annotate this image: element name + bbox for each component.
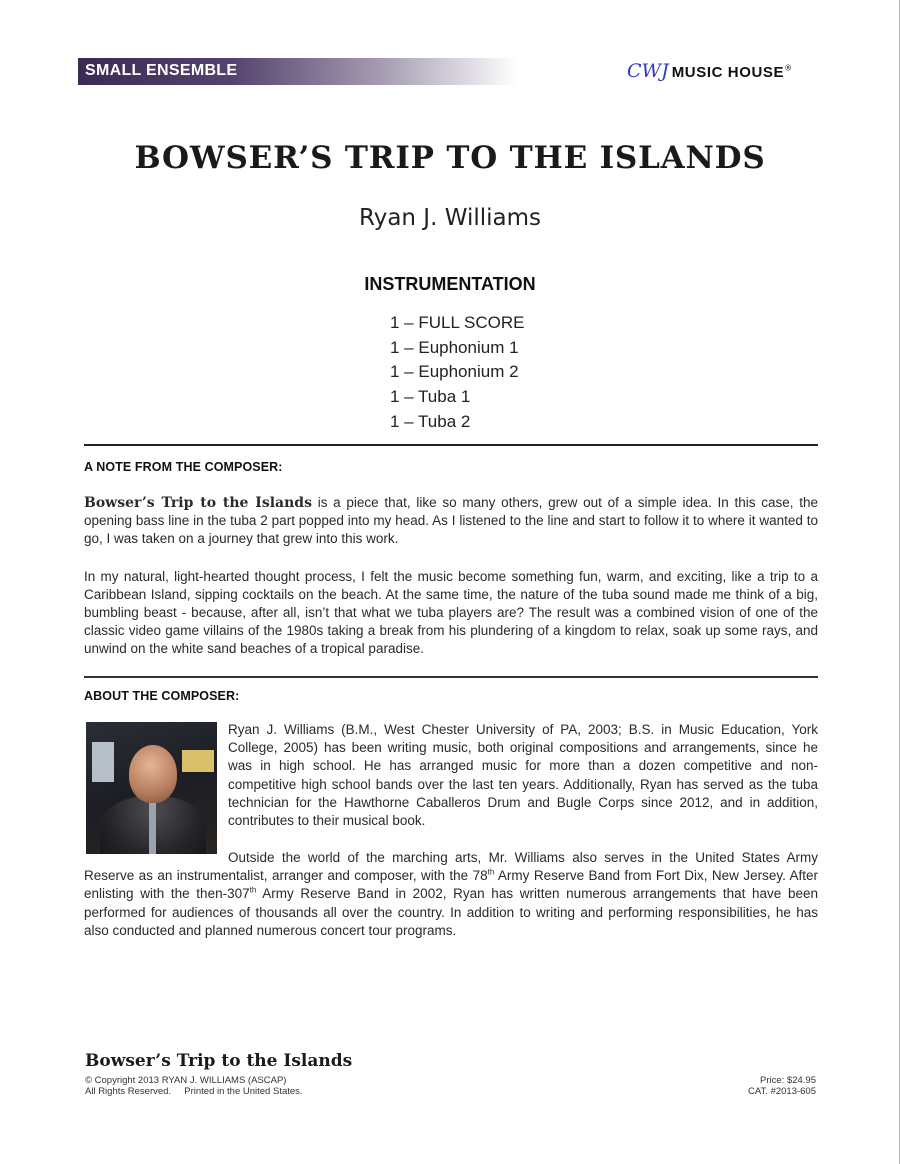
instrumentation-item: 1 – Euphonium 2 (390, 362, 519, 382)
footer-price: Price: $24.95 (760, 1075, 816, 1086)
note-paragraph-1 (84, 494, 818, 548)
footer-catalog: CAT. #2013-605 (748, 1086, 816, 1097)
instrumentation-item: 1 – Euphonium 1 (390, 337, 519, 357)
instrumentation-item: 1 – FULL SCORE (390, 313, 525, 332)
note-heading: A NOTE FROM THE COMPOSER: (84, 460, 283, 474)
category-label: SMALL ENSEMBLE (85, 62, 238, 79)
instrumentation-item: 1 – Tuba 1 (390, 387, 471, 407)
instrumentation-heading: INSTRUMENTATION (364, 274, 536, 294)
footer-rights: All Rights Reserved. Printed in the United States. (85, 1086, 303, 1097)
about-paragraph-2-part-c: Army Reserve Band in 2002, Ryan has written numerous arrangements that have been performed for audiences of thousands all over the country. In addition to writing and performing responsibilities, he has also conducted and planned numerous concert tour programs. (84, 886, 818, 938)
publisher-brand (627, 60, 792, 82)
instrumentation-item: 1 – Tuba 2 (390, 411, 471, 431)
divider (84, 676, 818, 678)
piece-title: BOWSER’S TRIP TO THE ISLANDS (134, 140, 766, 176)
composer-name: Ryan J. Williams (358, 205, 541, 231)
ordinal-suffix: th (249, 885, 257, 895)
composer-photo (86, 722, 217, 854)
note-paragraph-1-text: is a piece that, like so many others, grew out of a simple idea. In this case, the opening bass line in the tuba 2 part popped into my head. As I listened to the line and start to follow it to where it wanted to go, I was taken on a journey that grew into this work. (84, 495, 818, 546)
about-paragraph-2 (84, 849, 818, 940)
instrumentation-list (390, 311, 524, 434)
about-paragraph-2-part-a: Outside the world of the marching arts, Mr. Williams also serves in the United States Army Reserve as an instrumentalist, arranger and composer, with the 78 (84, 850, 818, 884)
category-banner (78, 58, 518, 85)
note-paragraph-2: In my natural, light-hearted thought process, I felt the music become something fun, warm, and exciting, like a trip to a Caribbean Island, sipping cocktails on the beach. At the same time, the nature of the tuba sound made me think of a big, bumbling beast - because, after all, isn’t that what we tuba players are? The result was a combined vision of one of the classic video game villains of the 1980s taking a break from his plundering of a kingdom to relax, soak up some rays, and unwind on the white sand beaches of a tropical paradise. (84, 569, 818, 656)
about-paragraph-2-part-b: Army Reserve Band from Fort Dix, New Jersey. After enlisting with the then-307 (84, 868, 818, 902)
footer-copyright: © Copyright 2013 RYAN J. WILLIAMS (ASCAP) (85, 1075, 287, 1086)
about-paragraph-1: Ryan J. Williams (B.M., West Chester University of PA, 2003; B.S. in Music Education, York College, 2005) has been writing music, both original compositions and arrangements, since he was in high school. He has arranged music for more than a dozen competitive and non-competitive high school bands over the last ten years. Additionally, Ryan has served as the tuba technician for the Hawthorne Caballeros Drum and Bugle Corps since 2012, and in addition, contributes to their musical book. (228, 722, 818, 829)
registered-mark: ® (784, 63, 793, 73)
about-heading: ABOUT THE COMPOSER: (84, 689, 240, 703)
publisher-logo: CWJ (627, 60, 669, 82)
ordinal-suffix: th (487, 867, 495, 877)
note-lead-title: Bowser’s Trip to the Islands (84, 495, 312, 511)
footer-title: Bowser’s Trip to the Islands (85, 1051, 353, 1071)
publisher-name: MUSIC HOUSE (671, 64, 785, 81)
divider (84, 444, 818, 446)
